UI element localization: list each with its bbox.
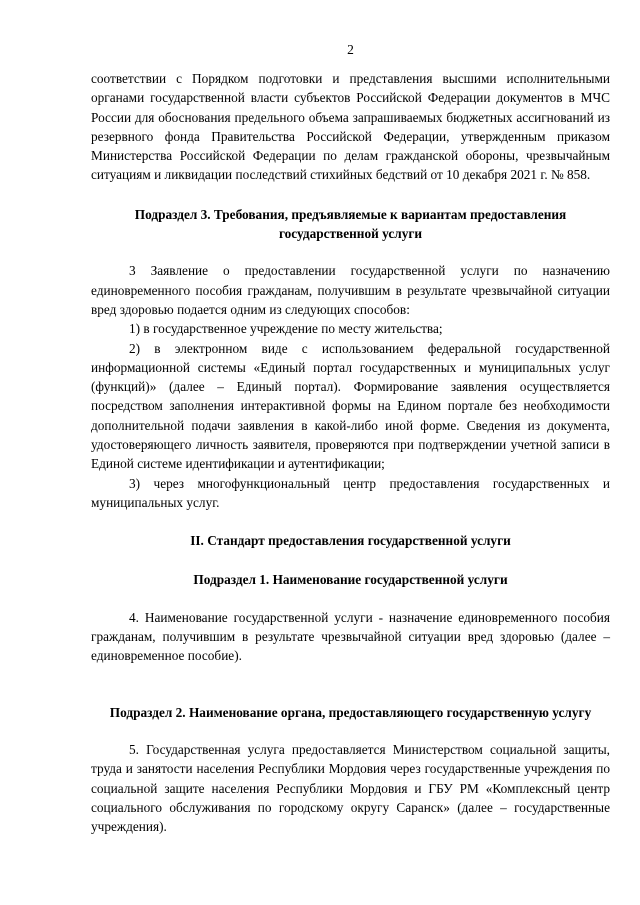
section-2-heading: II. Стандарт предоставления государственной услуги bbox=[190, 533, 511, 549]
document-body bbox=[91, 69, 610, 837]
list-item-3: 3) через многофункциональный центр предоставления государственных и муниципальных услуг. bbox=[91, 475, 610, 510]
intro-paragraph: соответствии с Порядком подготовки и представления высшими исполнительными органами государственной власти субъектов Российской Федерации документов в МЧС России для обоснования предельного объема запрашиваемых бюджетных ассигнований из резервного фонда Правительства Российской Федерации, утвержденным приказом Министерства Российской Федерации по делам гражданской обороны, чрезвычайным ситуациям и ликвидации последствий стихийных бедствий от 10 декабря 2021 г. № 858. bbox=[91, 71, 610, 183]
subsection-2-heading: Подраздел 2. Наименование органа, предоставляющего государственную услугу bbox=[109, 704, 592, 720]
subsection-3-heading: Подраздел 3. Требования, предъявляемые к вариантам предоставления государственной услуги bbox=[134, 206, 567, 242]
page-number: 2 bbox=[347, 42, 354, 57]
paragraph-4: 4. Наименование государственной услуги - назначение единовременного пособия гражданам, получившим в результате чрезвычайной ситуации вред здоровью (далее – единовременное пособие). bbox=[91, 609, 610, 664]
subsection-1-heading: Подраздел 1. Наименование государственной услуги bbox=[193, 571, 508, 587]
list-item-1: 1) в государственное учреждение по месту жительства; bbox=[129, 321, 443, 337]
paragraph-5: 5. Государственная услуга предоставляется Министерством социальной защиты, труда и занятости населения Республики Мордовия через государственные учреждения по социальной защите населения Республики Мордовия и ГБУ РМ «Комплексный центр социального обслуживания по городскому округу Саранск» (далее – государственные учреждения). bbox=[91, 742, 610, 835]
list-item-2: 2) в электронном виде с использованием федеральной государственной информационной системы «Единый портал государственных и муниципальных услуг (функций)» (далее – Единый портал). Формирование заявления осуществляется посредством заполнения интерактивной формы на Едином портале без необходимости дополнительной подачи заявления в какой-либо иной форме. Сведения из документа, удостоверяющего личность заявителя, проверяются при подтверждении учетной записи в Единой системе идентификации и аутентификации; bbox=[91, 340, 610, 472]
paragraph-3: 3 Заявление о предоставлении государственной услуги по назначению единовременного пособия гражданам, получившим в результате чрезвычайной ситуации вред здоровью подается одним из следующих способов: bbox=[91, 263, 610, 317]
